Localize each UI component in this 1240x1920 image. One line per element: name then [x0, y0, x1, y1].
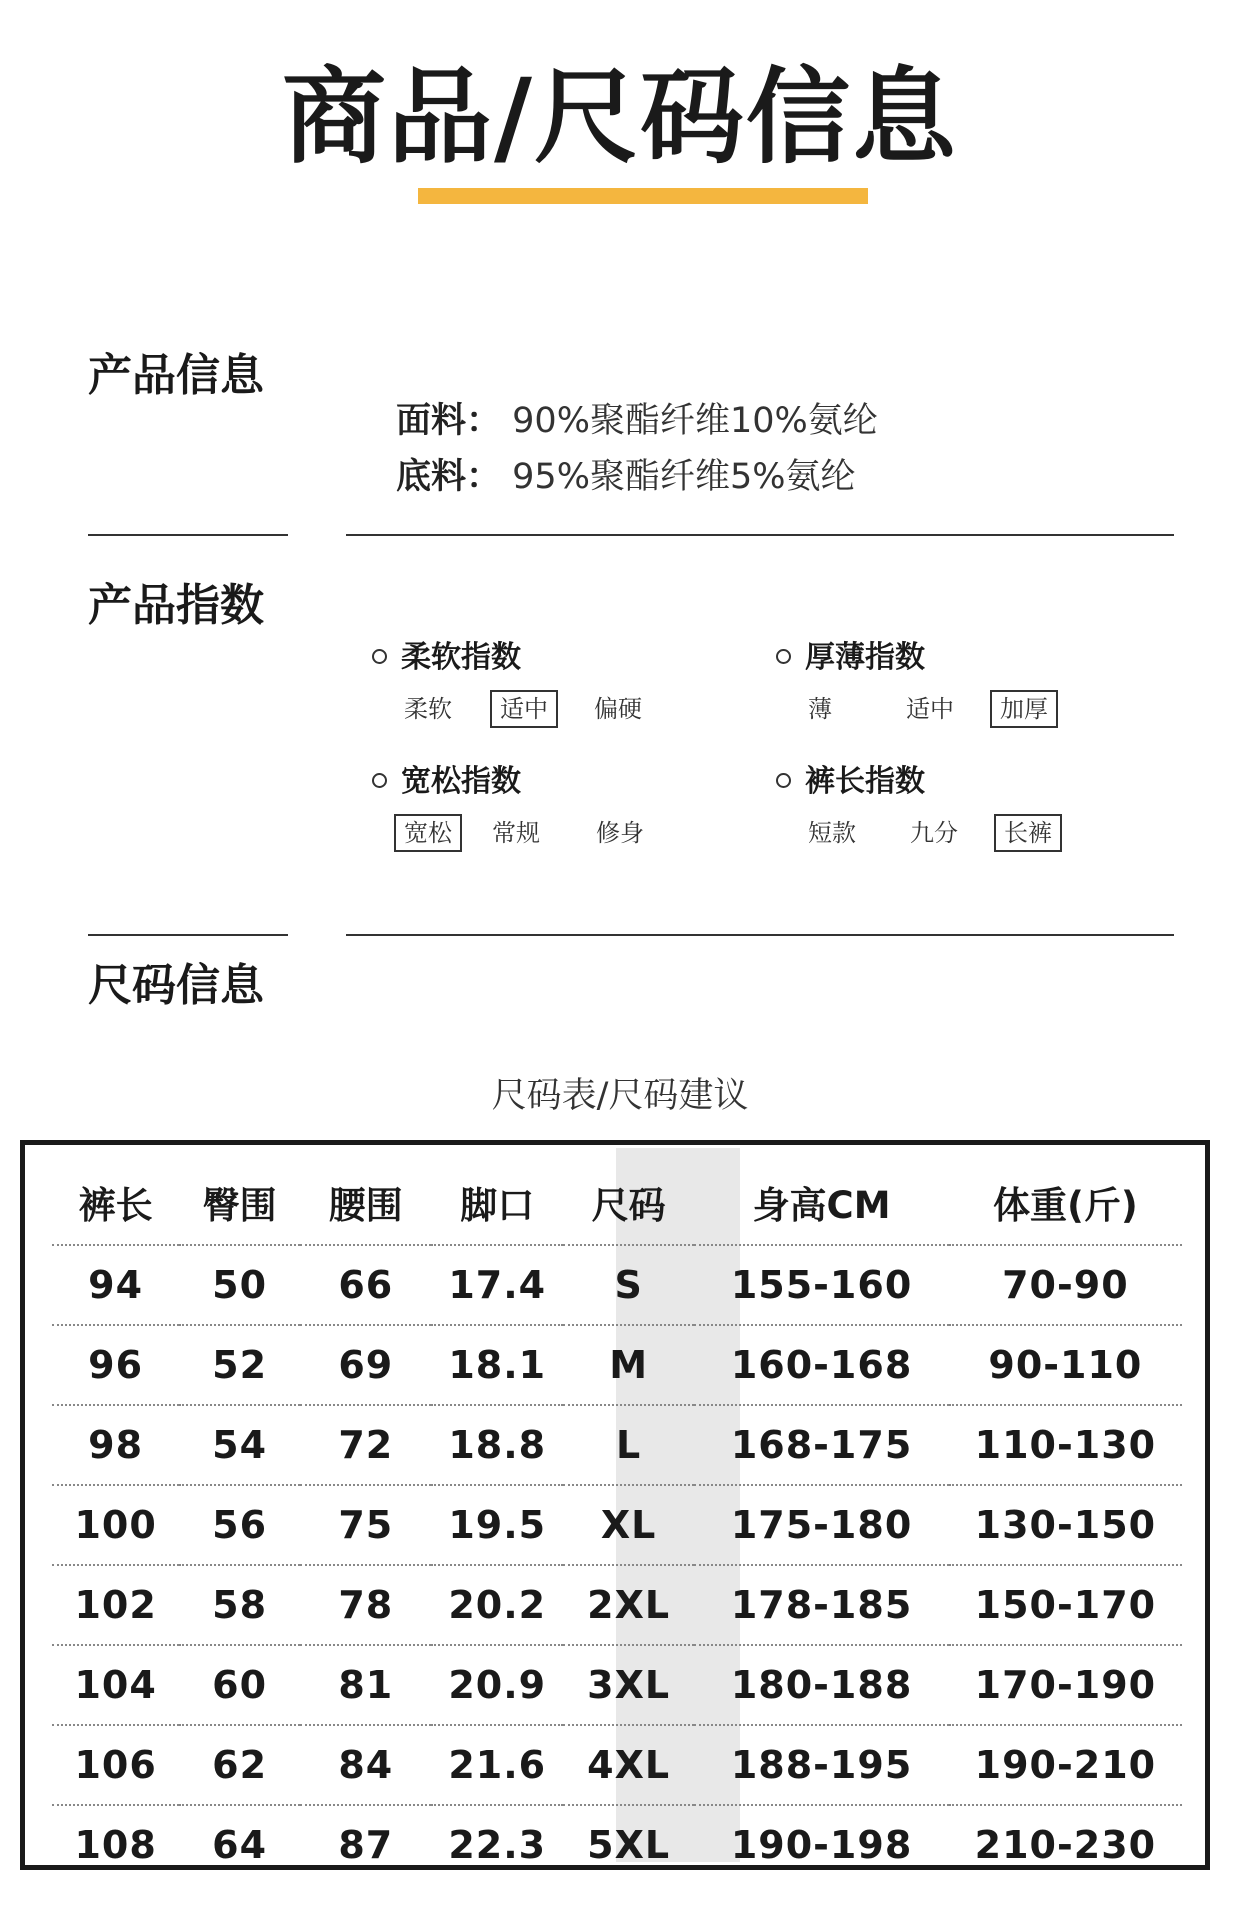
- index-title: [776, 640, 1136, 676]
- cell-weight: 210-230: [974, 1823, 1157, 1867]
- cell-hip: 62: [212, 1743, 268, 1787]
- cell-height: 168-175: [730, 1423, 913, 1467]
- header-pants-length: 裤长: [78, 1184, 153, 1227]
- table-row: [52, 1325, 1182, 1405]
- cell-hem: 20.2: [448, 1583, 547, 1627]
- section-title-size-info: 尺码信息: [88, 960, 264, 1011]
- cell-waist: 72: [338, 1423, 394, 1467]
- cell-hip: 64: [212, 1823, 268, 1867]
- index-option-selected: 宽松: [394, 814, 462, 852]
- index-option: 适中: [906, 695, 954, 723]
- cell-weight: 110-130: [974, 1423, 1157, 1467]
- header-height: 身高CM: [752, 1184, 891, 1227]
- cell-waist: 69: [338, 1343, 394, 1387]
- lining-value: 95%聚酯纤维5%氨纶: [512, 457, 856, 497]
- index-softness: [372, 640, 732, 730]
- index-option: 九分: [910, 819, 958, 847]
- cell-pants-length: 98: [88, 1423, 144, 1467]
- cell-pants-length: 108: [74, 1823, 157, 1867]
- cell-hip: 50: [212, 1263, 268, 1307]
- cell-hip: 58: [212, 1583, 268, 1627]
- cell-weight: 70-90: [1002, 1263, 1129, 1307]
- cell-hem: 22.3: [448, 1823, 547, 1867]
- table-row: [52, 1405, 1182, 1485]
- cell-hem: 19.5: [448, 1503, 547, 1547]
- cell-pants-length: 106: [74, 1743, 157, 1787]
- cell-height: 160-168: [730, 1343, 913, 1387]
- section-title-product-info: 产品信息: [88, 350, 264, 401]
- index-title-text: 裤长指数: [805, 764, 925, 799]
- index-options: [372, 814, 732, 854]
- index-option-selected: 适中: [490, 690, 558, 728]
- lining-label: 底料：: [396, 457, 502, 497]
- cell-weight: 170-190: [974, 1663, 1157, 1707]
- cell-hip: 52: [212, 1343, 268, 1387]
- cell-size: 4XL: [587, 1743, 671, 1787]
- fabric-row: [396, 400, 878, 442]
- size-table: [52, 1160, 1182, 1884]
- circle-bullet-icon: [372, 773, 387, 788]
- fabric-label: 面料：: [396, 401, 502, 441]
- cell-weight: 130-150: [974, 1503, 1157, 1547]
- header-hem: 脚口: [460, 1184, 535, 1227]
- index-title-text: 宽松指数: [401, 764, 521, 799]
- header-weight: 体重(斤): [992, 1184, 1138, 1227]
- divider-left: [88, 934, 288, 936]
- cell-hem: 20.9: [448, 1663, 547, 1707]
- index-option: 薄: [808, 695, 832, 723]
- table-row: [52, 1725, 1182, 1805]
- cell-size: L: [616, 1423, 642, 1467]
- cell-hem: 21.6: [448, 1743, 547, 1787]
- index-option: 常规: [492, 819, 540, 847]
- cell-waist: 84: [338, 1743, 394, 1787]
- cell-hem: 18.8: [448, 1423, 547, 1467]
- table-row: [52, 1805, 1182, 1884]
- cell-size: 2XL: [587, 1583, 671, 1627]
- header-hip: 臀围: [202, 1184, 277, 1227]
- table-header-row: [52, 1160, 1182, 1245]
- index-option: 短款: [808, 819, 856, 847]
- cell-height: 188-195: [730, 1743, 913, 1787]
- cell-hem: 17.4: [448, 1263, 547, 1307]
- cell-hip: 54: [212, 1423, 268, 1467]
- cell-size: M: [609, 1343, 649, 1387]
- table-row: [52, 1245, 1182, 1325]
- table-row: [52, 1645, 1182, 1725]
- cell-weight: 90-110: [988, 1343, 1143, 1387]
- cell-waist: 78: [338, 1583, 394, 1627]
- cell-height: 178-185: [730, 1583, 913, 1627]
- cell-hip: 60: [212, 1663, 268, 1707]
- cell-pants-length: 94: [88, 1263, 144, 1307]
- index-title: [372, 640, 732, 676]
- header-waist: 腰围: [328, 1184, 403, 1227]
- index-options: [776, 814, 1136, 854]
- lining-row: [396, 456, 855, 498]
- index-title-text: 柔软指数: [401, 640, 521, 675]
- cell-pants-length: 100: [74, 1503, 157, 1547]
- divider-right: [346, 534, 1174, 536]
- index-option: 偏硬: [594, 695, 642, 723]
- index-fit: [372, 764, 732, 854]
- index-options: [776, 690, 1136, 730]
- cell-height: 190-198: [730, 1823, 913, 1867]
- cell-size: XL: [600, 1503, 657, 1547]
- index-length: [776, 764, 1136, 854]
- cell-waist: 66: [338, 1263, 394, 1307]
- cell-waist: 75: [338, 1503, 394, 1547]
- page-title: 商品/尺码信息: [282, 56, 958, 178]
- divider-right: [346, 934, 1174, 936]
- cell-pants-length: 102: [74, 1583, 157, 1627]
- cell-height: 175-180: [730, 1503, 913, 1547]
- cell-waist: 81: [338, 1663, 394, 1707]
- fabric-value: 90%聚酯纤维10%氨纶: [512, 401, 878, 441]
- divider-left: [88, 534, 288, 536]
- index-option-selected: 加厚: [990, 690, 1058, 728]
- cell-pants-length: 104: [74, 1663, 157, 1707]
- section-title-product-index: 产品指数: [88, 580, 264, 631]
- index-title: [776, 764, 1136, 800]
- title-underline-bar: [418, 188, 868, 204]
- cell-weight: 190-210: [974, 1743, 1157, 1787]
- cell-size: 3XL: [587, 1663, 671, 1707]
- index-option: 柔软: [404, 695, 452, 723]
- header-size: 尺码: [591, 1184, 666, 1227]
- size-table-caption: 尺码表/尺码建议: [491, 1076, 749, 1116]
- cell-pants-length: 96: [88, 1343, 144, 1387]
- index-option: 修身: [596, 819, 644, 847]
- cell-height: 180-188: [730, 1663, 913, 1707]
- cell-hem: 18.1: [448, 1343, 547, 1387]
- table-row: [52, 1485, 1182, 1565]
- cell-height: 155-160: [730, 1263, 913, 1307]
- table-row: [52, 1565, 1182, 1645]
- cell-size: S: [614, 1263, 643, 1307]
- circle-bullet-icon: [776, 649, 791, 664]
- circle-bullet-icon: [372, 649, 387, 664]
- cell-size: 5XL: [587, 1823, 671, 1867]
- index-thickness: [776, 640, 1136, 730]
- index-title-text: 厚薄指数: [805, 640, 925, 675]
- index-option-selected: 长裤: [994, 814, 1062, 852]
- index-title: [372, 764, 732, 800]
- cell-hip: 56: [212, 1503, 268, 1547]
- circle-bullet-icon: [776, 773, 791, 788]
- cell-waist: 87: [338, 1823, 394, 1867]
- index-options: [372, 690, 732, 730]
- cell-weight: 150-170: [974, 1583, 1157, 1627]
